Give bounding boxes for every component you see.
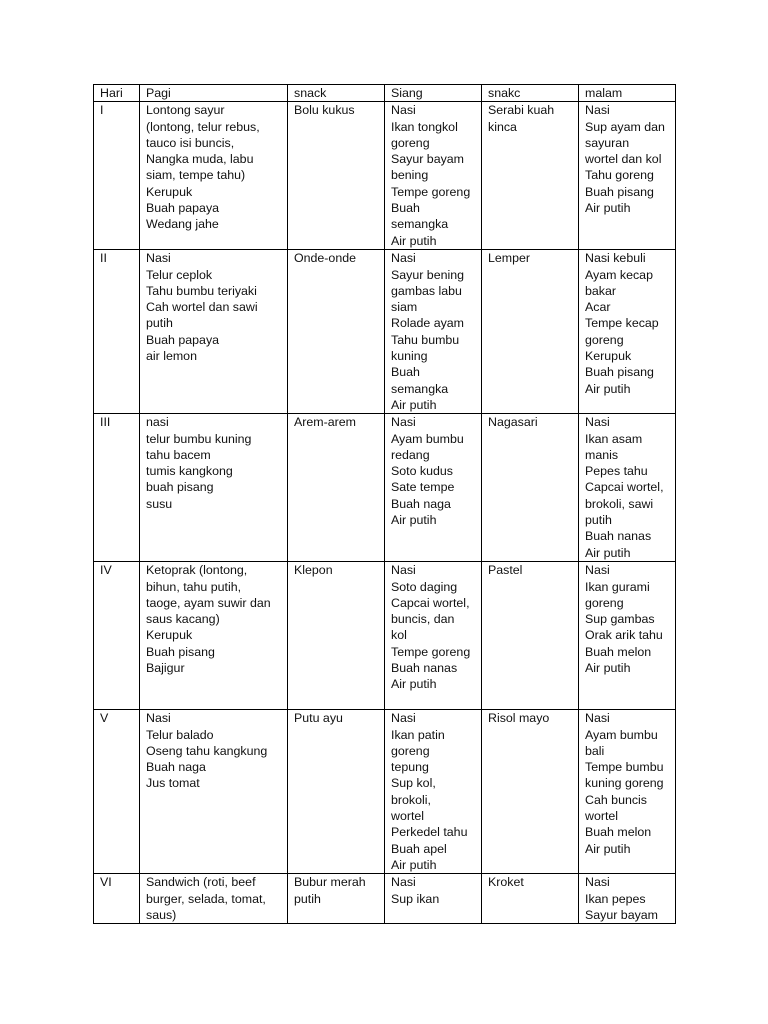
cell-malam: Nasi Ikan asam manis Pepes tahu Capcai wortel, brokoli, sawi putih Buah nanas Air putih	[579, 414, 676, 562]
cell-snack: Bubur merah putih	[288, 874, 385, 924]
cell-hari: III	[94, 414, 140, 562]
cell-pagi: Nasi Telur ceplok Tahu bumbu teriyaki Cah wortel dan sawi putih Buah papaya air lemon	[140, 250, 288, 414]
header-pagi: Pagi	[140, 85, 288, 102]
cell-snakc: Kroket	[482, 874, 579, 924]
cell-pagi: Sandwich (roti, beef burger, selada, tomat, saus)	[140, 874, 288, 924]
table-row	[94, 874, 676, 924]
cell-pagi: nasi telur bumbu kuning tahu bacem tumis kangkong buah pisang susu	[140, 414, 288, 562]
cell-snakc: Serabi kuah kinca	[482, 102, 579, 250]
table-row	[94, 250, 676, 414]
cell-snack: Putu ayu	[288, 710, 385, 874]
cell-malam: Nasi Ikan gurami goreng Sup gambas Orak arik tahu Buah melon Air putih	[579, 562, 676, 710]
cell-snakc: Pastel	[482, 562, 579, 710]
cell-pagi: Lontong sayur (lontong, telur rebus, tauco isi buncis, Nangka muda, labu siam, tempe tahu) Kerupuk Buah papaya Wedang jahe	[140, 102, 288, 250]
cell-siang: Nasi Ikan patin goreng tepung Sup kol, brokoli, wortel Perkedel tahu Buah apel Air putih	[385, 710, 482, 874]
meal-plan-table	[93, 84, 676, 924]
header-snack: snack	[288, 85, 385, 102]
table-row	[94, 710, 676, 874]
cell-snakc: Nagasari	[482, 414, 579, 562]
cell-hari: IV	[94, 562, 140, 710]
cell-siang: Nasi Ikan tongkol goreng Sayur bayam bening Tempe goreng Buah semangka Air putih	[385, 102, 482, 250]
cell-siang: Nasi Soto daging Capcai wortel, buncis, dan kol Tempe goreng Buah nanas Air putih	[385, 562, 482, 710]
cell-malam: Nasi Ayam bumbu bali Tempe bumbu kuning goreng Cah buncis wortel Buah melon Air putih	[579, 710, 676, 874]
cell-hari: VI	[94, 874, 140, 924]
header-snakc: snakc	[482, 85, 579, 102]
cell-snack: Arem-arem	[288, 414, 385, 562]
cell-hari: V	[94, 710, 140, 874]
cell-snakc: Risol mayo	[482, 710, 579, 874]
cell-hari: I	[94, 102, 140, 250]
header-siang: Siang	[385, 85, 482, 102]
cell-malam: Nasi Sup ayam dan sayuran wortel dan kol Tahu goreng Buah pisang Air putih	[579, 102, 676, 250]
header-row	[94, 85, 676, 102]
cell-siang: Nasi Sup ikan	[385, 874, 482, 924]
cell-snack: Klepon	[288, 562, 385, 710]
cell-snack: Onde-onde	[288, 250, 385, 414]
cell-pagi: Nasi Telur balado Oseng tahu kangkung Buah naga Jus tomat	[140, 710, 288, 874]
cell-siang: Nasi Sayur bening gambas labu siam Rolade ayam Tahu bumbu kuning Buah semangka Air putih	[385, 250, 482, 414]
table-row	[94, 414, 676, 562]
cell-malam: Nasi kebuli Ayam kecap bakar Acar Tempe kecap goreng Kerupuk Buah pisang Air putih	[579, 250, 676, 414]
header-hari: Hari	[94, 85, 140, 102]
cell-pagi: Ketoprak (lontong, bihun, tahu putih, taoge, ayam suwir dan saus kacang) Kerupuk Buah pisang Bajigur	[140, 562, 288, 710]
cell-hari: II	[94, 250, 140, 414]
table-row	[94, 562, 676, 710]
cell-snack: Bolu kukus	[288, 102, 385, 250]
table-row	[94, 102, 676, 250]
cell-snakc: Lemper	[482, 250, 579, 414]
cell-siang: Nasi Ayam bumbu redang Soto kudus Sate tempe Buah naga Air putih	[385, 414, 482, 562]
cell-malam: Nasi Ikan pepes Sayur bayam	[579, 874, 676, 924]
header-malam: malam	[579, 85, 676, 102]
